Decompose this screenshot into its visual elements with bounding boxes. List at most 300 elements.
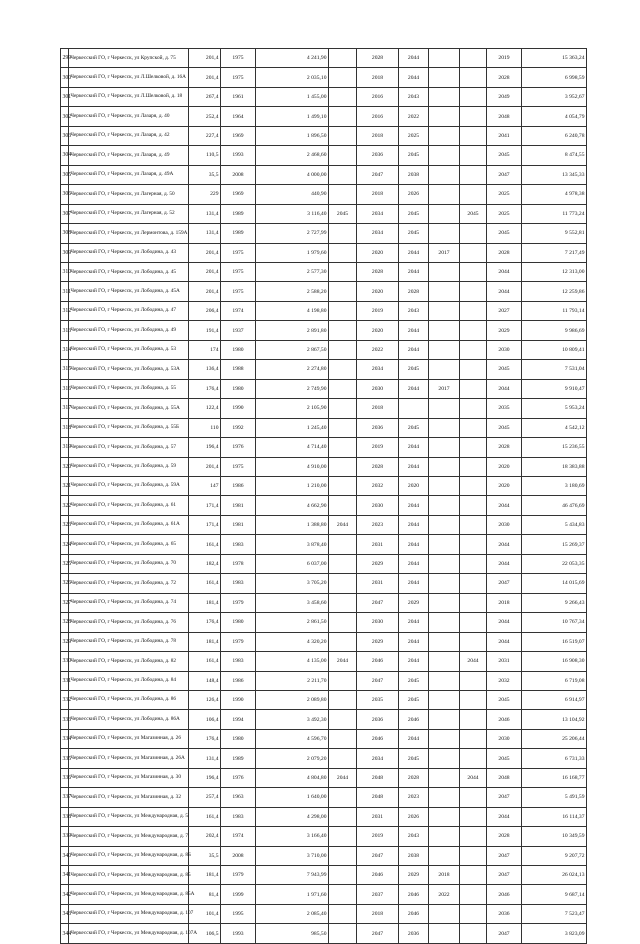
total-cell: 9 552,81 bbox=[522, 224, 587, 243]
address-cell: Черкесский ГО, г Черкесск, ул Лободина, д. 74 bbox=[69, 593, 189, 612]
work-year-cell: 2030 bbox=[357, 613, 399, 632]
total-cell: 10 767,34 bbox=[522, 613, 587, 632]
total-cell: 7 217,49 bbox=[522, 243, 587, 262]
cost-cell: 3 878,40 bbox=[256, 535, 329, 554]
work-year-cell bbox=[329, 885, 357, 904]
row-number-cell: 308 bbox=[61, 224, 69, 243]
year-built-cell: 1980 bbox=[221, 379, 256, 398]
cost-cell: 4 804,80 bbox=[256, 768, 329, 787]
work-year-cell bbox=[329, 438, 357, 457]
total-cell: 25 206,44 bbox=[522, 729, 587, 748]
work-year-cell bbox=[460, 632, 487, 651]
cost-cell: 3 710,00 bbox=[256, 846, 329, 865]
work-year-cell bbox=[460, 49, 487, 68]
work-year-cell: 2044 bbox=[399, 554, 429, 573]
area-cell: 110 bbox=[189, 418, 221, 437]
cost-cell: 2 891,80 bbox=[256, 321, 329, 340]
work-year-cell: 2030 bbox=[487, 340, 522, 359]
work-year-cell: 2017 bbox=[429, 379, 460, 398]
area-cell: 229 bbox=[189, 185, 221, 204]
row-number-cell: 321 bbox=[61, 476, 69, 495]
work-year-cell: 2044 bbox=[399, 535, 429, 554]
work-year-cell: 2044 bbox=[399, 379, 429, 398]
row-number-cell: 299 bbox=[61, 49, 69, 68]
year-built-cell: 1989 bbox=[221, 749, 256, 768]
work-year-cell bbox=[429, 340, 460, 359]
work-year-cell bbox=[429, 476, 460, 495]
row-number-cell: 331 bbox=[61, 671, 69, 690]
work-year-cell bbox=[429, 204, 460, 223]
total-cell: 10 809,41 bbox=[522, 340, 587, 359]
year-built-cell: 1975 bbox=[221, 282, 256, 301]
work-year-cell bbox=[429, 768, 460, 787]
total-cell: 12 313,00 bbox=[522, 262, 587, 281]
address-cell: Черкесский ГО, г Черкесск, ул Лободина, д. 55Б bbox=[69, 418, 189, 437]
address-cell: Черкесский ГО, г Черкесск, ул Лободина, д. 78 bbox=[69, 632, 189, 651]
address-cell: Черкесский ГО, г Черкесск, ул Лободина, д. 59 bbox=[69, 457, 189, 476]
area-cell: 181,4 bbox=[189, 593, 221, 612]
total-cell: 5 953,24 bbox=[522, 399, 587, 418]
address-cell: Черкесский ГО, г Черкесск, ул Лободина, д. 61А bbox=[69, 515, 189, 534]
work-year-cell bbox=[460, 282, 487, 301]
work-year-cell bbox=[460, 749, 487, 768]
table-row bbox=[61, 243, 587, 262]
row-number-cell: 320 bbox=[61, 457, 69, 476]
address-cell: Черкесский ГО, г Черкесск, ул Лободина, д. 53 bbox=[69, 340, 189, 359]
table-row bbox=[61, 866, 587, 885]
work-year-cell: 2047 bbox=[487, 788, 522, 807]
area-cell: 81,4 bbox=[189, 885, 221, 904]
work-year-cell: 2044 bbox=[399, 496, 429, 515]
work-year-cell: 2045 bbox=[399, 146, 429, 165]
work-year-cell: 2025 bbox=[487, 185, 522, 204]
work-year-cell bbox=[329, 243, 357, 262]
work-year-cell: 2034 bbox=[357, 224, 399, 243]
work-year-cell: 2020 bbox=[487, 476, 522, 495]
work-year-cell: 2034 bbox=[357, 360, 399, 379]
cost-cell: 1 245,40 bbox=[256, 418, 329, 437]
work-year-cell bbox=[460, 457, 487, 476]
area-cell: 35,5 bbox=[189, 846, 221, 865]
work-year-cell bbox=[460, 515, 487, 534]
area-cell: 181,4 bbox=[189, 632, 221, 651]
work-year-cell: 2044 bbox=[399, 49, 429, 68]
total-cell: 9 986,69 bbox=[522, 321, 587, 340]
work-year-cell bbox=[460, 788, 487, 807]
address-cell: Черкесский ГО, г Черкесск, ул Крупской, д. 75 bbox=[69, 49, 189, 68]
row-number-cell: 344 bbox=[61, 924, 69, 943]
year-built-cell: 1937 bbox=[221, 321, 256, 340]
address-cell: Черкесский ГО, г Черкесск, ул Лободина, д. 49 bbox=[69, 321, 189, 340]
address-cell: Черкесский ГО, г Черкесск, ул Лободина, д. 86А bbox=[69, 710, 189, 729]
year-built-cell: 1994 bbox=[221, 710, 256, 729]
work-year-cell bbox=[460, 729, 487, 748]
year-built-cell: 1979 bbox=[221, 866, 256, 885]
work-year-cell: 2044 bbox=[487, 554, 522, 573]
work-year-cell bbox=[429, 185, 460, 204]
area-cell: 131,4 bbox=[189, 749, 221, 768]
cost-cell: 4 662,90 bbox=[256, 496, 329, 515]
total-cell: 6 240,78 bbox=[522, 126, 587, 145]
cost-cell: 2 861,50 bbox=[256, 613, 329, 632]
cost-cell: 4 241,90 bbox=[256, 49, 329, 68]
cost-cell: 2 105,90 bbox=[256, 399, 329, 418]
work-year-cell bbox=[460, 827, 487, 846]
total-cell: 16 168,77 bbox=[522, 768, 587, 787]
work-year-cell: 2023 bbox=[357, 515, 399, 534]
work-year-cell: 2036 bbox=[357, 146, 399, 165]
work-year-cell: 2044 bbox=[399, 652, 429, 671]
area-cell: 201,4 bbox=[189, 68, 221, 87]
work-year-cell: 2028 bbox=[357, 262, 399, 281]
table-row bbox=[61, 788, 587, 807]
work-year-cell bbox=[329, 866, 357, 885]
work-year-cell: 2036 bbox=[399, 924, 429, 943]
year-built-cell: 1993 bbox=[221, 924, 256, 943]
work-year-cell bbox=[329, 904, 357, 923]
address-cell: Черкесский ГО, г Черкесск, ул Л.Шелковой, д. 18 bbox=[69, 87, 189, 106]
year-built-cell: 1978 bbox=[221, 554, 256, 573]
work-year-cell: 2020 bbox=[487, 457, 522, 476]
table-row bbox=[61, 554, 587, 573]
address-cell: Черкесский ГО, г Черкесск, ул Лазаря, д. 40 bbox=[69, 107, 189, 126]
year-built-cell: 1995 bbox=[221, 904, 256, 923]
work-year-cell bbox=[329, 165, 357, 184]
address-cell: Черкесский ГО, г Черкесск, ул Международная, д. 107А bbox=[69, 924, 189, 943]
year-built-cell: 1989 bbox=[221, 224, 256, 243]
work-year-cell: 2028 bbox=[487, 438, 522, 457]
work-year-cell bbox=[429, 807, 460, 826]
row-number-cell: 310 bbox=[61, 262, 69, 281]
cost-cell: 4 714,40 bbox=[256, 438, 329, 457]
work-year-cell bbox=[460, 340, 487, 359]
area-cell: 174 bbox=[189, 340, 221, 359]
work-year-cell: 2047 bbox=[487, 846, 522, 865]
address-cell: Черкесский ГО, г Черкесск, ул Лободина, д. 70 bbox=[69, 554, 189, 573]
year-built-cell: 1963 bbox=[221, 788, 256, 807]
work-year-cell: 2045 bbox=[399, 224, 429, 243]
work-year-cell bbox=[460, 146, 487, 165]
table-row bbox=[61, 749, 587, 768]
year-built-cell: 1976 bbox=[221, 768, 256, 787]
total-cell: 10 349,59 bbox=[522, 827, 587, 846]
total-cell: 9 266,43 bbox=[522, 593, 587, 612]
row-number-cell: 330 bbox=[61, 652, 69, 671]
address-cell: Черкесский ГО, г Черкесск, ул Магазинная, д. 26А bbox=[69, 749, 189, 768]
table-row bbox=[61, 807, 587, 826]
address-cell: Черкесский ГО, г Черкесск, ул Лободина, д. 72 bbox=[69, 574, 189, 593]
work-year-cell: 2038 bbox=[399, 846, 429, 865]
cost-cell: 4 320,20 bbox=[256, 632, 329, 651]
work-year-cell bbox=[329, 87, 357, 106]
row-number-cell: 328 bbox=[61, 613, 69, 632]
area-cell: 176,4 bbox=[189, 379, 221, 398]
work-year-cell: 2027 bbox=[487, 301, 522, 320]
work-year-cell bbox=[329, 574, 357, 593]
work-year-cell: 2031 bbox=[357, 574, 399, 593]
work-year-cell: 2029 bbox=[357, 632, 399, 651]
work-year-cell: 2018 bbox=[487, 593, 522, 612]
year-built-cell: 1990 bbox=[221, 399, 256, 418]
address-cell: Черкесский ГО, г Черкесск, ул Лазаря, д. 49А bbox=[69, 165, 189, 184]
row-number-cell: 306 bbox=[61, 185, 69, 204]
work-year-cell: 2020 bbox=[357, 243, 399, 262]
work-year-cell bbox=[460, 243, 487, 262]
work-year-cell bbox=[429, 710, 460, 729]
year-built-cell: 1975 bbox=[221, 49, 256, 68]
year-built-cell: 2008 bbox=[221, 165, 256, 184]
work-year-cell: 2034 bbox=[357, 204, 399, 223]
year-built-cell: 1980 bbox=[221, 340, 256, 359]
work-year-cell bbox=[329, 126, 357, 145]
total-cell: 26 024,13 bbox=[522, 866, 587, 885]
area-cell: 206,4 bbox=[189, 301, 221, 320]
work-year-cell: 2045 bbox=[487, 146, 522, 165]
work-year-cell bbox=[329, 535, 357, 554]
cost-cell: 2 867,50 bbox=[256, 340, 329, 359]
total-cell: 15 269,37 bbox=[522, 535, 587, 554]
work-year-cell: 2045 bbox=[329, 204, 357, 223]
work-year-cell bbox=[429, 126, 460, 145]
area-cell: 182,4 bbox=[189, 554, 221, 573]
work-year-cell bbox=[460, 87, 487, 106]
address-cell: Черкесский ГО, г Черкесск, ул Лободина, д. 57 bbox=[69, 438, 189, 457]
work-year-cell: 2047 bbox=[487, 165, 522, 184]
area-cell: 201,4 bbox=[189, 282, 221, 301]
work-year-cell bbox=[329, 671, 357, 690]
work-year-cell: 2044 bbox=[399, 574, 429, 593]
work-year-cell: 2048 bbox=[357, 788, 399, 807]
table-row bbox=[61, 146, 587, 165]
work-year-cell: 2044 bbox=[399, 515, 429, 534]
address-cell: Черкесский ГО, г Черкесск, ул Магазинная, д. 26 bbox=[69, 729, 189, 748]
work-year-cell: 2035 bbox=[357, 690, 399, 709]
table-row bbox=[61, 126, 587, 145]
row-number-cell: 329 bbox=[61, 632, 69, 651]
work-year-cell bbox=[460, 924, 487, 943]
work-year-cell bbox=[429, 690, 460, 709]
table-row bbox=[61, 282, 587, 301]
work-year-cell: 2016 bbox=[357, 107, 399, 126]
work-year-cell: 2022 bbox=[357, 340, 399, 359]
work-year-cell bbox=[329, 846, 357, 865]
area-cell: 227,4 bbox=[189, 126, 221, 145]
year-built-cell: 1983 bbox=[221, 652, 256, 671]
work-year-cell bbox=[460, 126, 487, 145]
table-row bbox=[61, 399, 587, 418]
work-year-cell: 2031 bbox=[357, 535, 399, 554]
year-built-cell: 1975 bbox=[221, 262, 256, 281]
area-cell: 201,4 bbox=[189, 262, 221, 281]
work-year-cell: 2018 bbox=[357, 904, 399, 923]
work-year-cell: 2045 bbox=[399, 360, 429, 379]
work-year-cell bbox=[460, 321, 487, 340]
address-cell: Черкесский ГО, г Черкесск, ул Лободина, д. 86 bbox=[69, 690, 189, 709]
year-built-cell: 1992 bbox=[221, 418, 256, 437]
total-cell: 11 793,14 bbox=[522, 301, 587, 320]
work-year-cell: 2018 bbox=[357, 68, 399, 87]
year-built-cell: 1964 bbox=[221, 107, 256, 126]
area-cell: 176,4 bbox=[189, 613, 221, 632]
work-year-cell bbox=[460, 301, 487, 320]
work-year-cell: 2032 bbox=[487, 671, 522, 690]
cost-cell: 2 577,30 bbox=[256, 262, 329, 281]
work-year-cell: 2029 bbox=[399, 866, 429, 885]
year-built-cell: 1999 bbox=[221, 885, 256, 904]
year-built-cell: 1988 bbox=[221, 360, 256, 379]
area-cell: 196,4 bbox=[189, 768, 221, 787]
work-year-cell: 2023 bbox=[399, 788, 429, 807]
work-year-cell bbox=[429, 846, 460, 865]
work-year-cell bbox=[329, 185, 357, 204]
work-year-cell bbox=[460, 535, 487, 554]
table-row bbox=[61, 321, 587, 340]
work-year-cell: 2045 bbox=[460, 204, 487, 223]
work-year-cell bbox=[329, 457, 357, 476]
address-cell: Черкесский ГО, г Черкесск, ул Магазинная, д. 32 bbox=[69, 788, 189, 807]
address-cell: Черкесский ГО, г Черкесск, ул Лободина, д. 61 bbox=[69, 496, 189, 515]
work-year-cell bbox=[460, 807, 487, 826]
work-year-cell: 2044 bbox=[399, 68, 429, 87]
total-cell: 11 773,24 bbox=[522, 204, 587, 223]
work-year-cell: 2048 bbox=[487, 768, 522, 787]
work-year-cell bbox=[329, 360, 357, 379]
work-year-cell: 2025 bbox=[399, 126, 429, 145]
work-year-cell: 2019 bbox=[357, 438, 399, 457]
address-cell: Черкесский ГО, г Черкесск, ул Лободина, д. 59А bbox=[69, 476, 189, 495]
table-row bbox=[61, 515, 587, 534]
row-number-cell: 338 bbox=[61, 807, 69, 826]
work-year-cell bbox=[429, 924, 460, 943]
work-year-cell: 2036 bbox=[487, 904, 522, 923]
area-cell: 191,4 bbox=[189, 321, 221, 340]
row-number-cell: 326 bbox=[61, 574, 69, 593]
row-number-cell: 341 bbox=[61, 866, 69, 885]
year-built-cell: 1975 bbox=[221, 457, 256, 476]
work-year-cell: 2019 bbox=[357, 301, 399, 320]
total-cell: 6 914,97 bbox=[522, 690, 587, 709]
cost-cell: 440,90 bbox=[256, 185, 329, 204]
table-row bbox=[61, 535, 587, 554]
area-cell: 148,4 bbox=[189, 671, 221, 690]
area-cell: 171,4 bbox=[189, 515, 221, 534]
table-row bbox=[61, 768, 587, 787]
work-year-cell bbox=[429, 165, 460, 184]
area-cell: 161,4 bbox=[189, 574, 221, 593]
work-year-cell bbox=[329, 593, 357, 612]
cost-cell: 3 166,40 bbox=[256, 827, 329, 846]
work-year-cell: 2047 bbox=[487, 866, 522, 885]
work-year-cell: 2044 bbox=[399, 632, 429, 651]
work-year-cell: 2018 bbox=[429, 866, 460, 885]
row-number-cell: 327 bbox=[61, 593, 69, 612]
work-year-cell bbox=[460, 574, 487, 593]
work-year-cell bbox=[460, 107, 487, 126]
table-row bbox=[61, 457, 587, 476]
table-row bbox=[61, 107, 587, 126]
year-built-cell: 2008 bbox=[221, 846, 256, 865]
cost-cell: 1 640,00 bbox=[256, 788, 329, 807]
total-cell: 9 687,14 bbox=[522, 885, 587, 904]
work-year-cell: 2044 bbox=[399, 243, 429, 262]
year-built-cell: 1969 bbox=[221, 126, 256, 145]
work-year-cell: 2028 bbox=[357, 457, 399, 476]
work-year-cell bbox=[429, 827, 460, 846]
work-year-cell bbox=[460, 710, 487, 729]
cost-cell: 2 749,90 bbox=[256, 379, 329, 398]
row-number-cell: 304 bbox=[61, 146, 69, 165]
work-year-cell: 2034 bbox=[357, 749, 399, 768]
cost-cell: 2 727,99 bbox=[256, 224, 329, 243]
address-cell: Черкесский ГО, г Черкесск, ул Лободина, д. 53А bbox=[69, 360, 189, 379]
work-year-cell: 2046 bbox=[399, 710, 429, 729]
work-year-cell bbox=[429, 68, 460, 87]
work-year-cell: 2044 bbox=[487, 379, 522, 398]
work-year-cell bbox=[429, 321, 460, 340]
table-row bbox=[61, 301, 587, 320]
work-year-cell bbox=[329, 729, 357, 748]
cost-cell: 1 210,00 bbox=[256, 476, 329, 495]
work-year-cell bbox=[429, 301, 460, 320]
work-year-cell bbox=[329, 301, 357, 320]
address-cell: Черкесский ГО, г Черкесск, ул Магазинная, д. 30 bbox=[69, 768, 189, 787]
work-year-cell: 2041 bbox=[487, 126, 522, 145]
work-year-cell bbox=[329, 379, 357, 398]
year-built-cell: 1961 bbox=[221, 87, 256, 106]
work-year-cell bbox=[460, 593, 487, 612]
cost-cell: 985,50 bbox=[256, 924, 329, 943]
area-cell: 122,4 bbox=[189, 399, 221, 418]
area-cell: 161,4 bbox=[189, 535, 221, 554]
row-number-cell: 316 bbox=[61, 379, 69, 398]
work-year-cell: 2020 bbox=[399, 476, 429, 495]
work-year-cell: 2044 bbox=[487, 282, 522, 301]
year-built-cell: 1980 bbox=[221, 613, 256, 632]
work-year-cell: 2031 bbox=[487, 652, 522, 671]
area-cell: 35,5 bbox=[189, 165, 221, 184]
row-number-cell: 342 bbox=[61, 885, 69, 904]
work-year-cell: 2043 bbox=[399, 87, 429, 106]
total-cell: 13 104,92 bbox=[522, 710, 587, 729]
work-year-cell bbox=[329, 710, 357, 729]
work-year-cell bbox=[429, 418, 460, 437]
work-year-cell: 2044 bbox=[399, 729, 429, 748]
work-year-cell: 2049 bbox=[487, 87, 522, 106]
address-cell: Черкесский ГО, г Черкесск, ул Международная, д. 85А bbox=[69, 885, 189, 904]
total-cell: 9 910,47 bbox=[522, 379, 587, 398]
table-row bbox=[61, 68, 587, 87]
total-cell: 16 114,37 bbox=[522, 807, 587, 826]
work-year-cell bbox=[329, 924, 357, 943]
work-year-cell bbox=[329, 613, 357, 632]
total-cell: 5 434,83 bbox=[522, 515, 587, 534]
work-year-cell bbox=[460, 866, 487, 885]
work-year-cell: 2037 bbox=[357, 885, 399, 904]
table-row bbox=[61, 379, 587, 398]
table-row bbox=[61, 165, 587, 184]
work-year-cell bbox=[460, 165, 487, 184]
address-cell: Черкесский ГО, г Черкесск, ул Лободина, д. 82 bbox=[69, 652, 189, 671]
work-year-cell: 2029 bbox=[487, 321, 522, 340]
work-year-cell: 2045 bbox=[487, 224, 522, 243]
work-year-cell: 2044 bbox=[487, 613, 522, 632]
cost-cell: 1 971,60 bbox=[256, 885, 329, 904]
work-year-cell bbox=[429, 554, 460, 573]
area-cell: 202,4 bbox=[189, 827, 221, 846]
table-row bbox=[61, 593, 587, 612]
work-year-cell: 2030 bbox=[357, 496, 399, 515]
work-year-cell: 2028 bbox=[357, 49, 399, 68]
